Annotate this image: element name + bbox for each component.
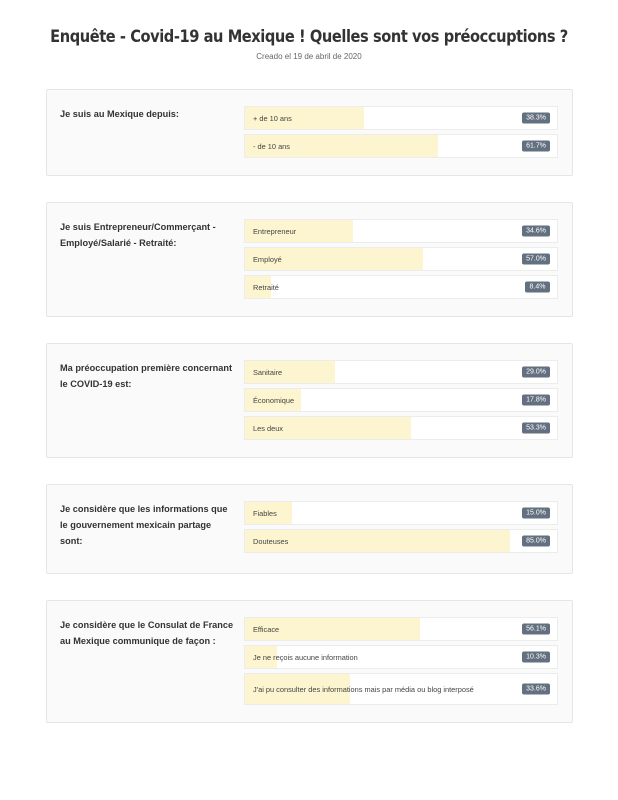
answer-label: J'ai pu consulter des informations mais par média ou blog interposé [253, 684, 474, 694]
answer-label: Économique [253, 395, 295, 405]
percent-badge: 38.3% [522, 113, 550, 124]
percent-badge: 56.1% [522, 624, 550, 635]
answer-row [244, 617, 558, 641]
created-date: Creado el 19 de abril de 2020 [256, 52, 362, 61]
percent-badge: 8.4% [525, 282, 550, 293]
percent-badge: 29.0% [522, 367, 550, 378]
percent-badge: 10.3% [522, 652, 550, 663]
answer-label: Sanitaire [253, 367, 283, 377]
question-card-1 [46, 89, 573, 176]
answers-list [244, 501, 558, 557]
question-text: Ma préoccupation première concernant le COVID-19 est: [60, 363, 233, 389]
answer-row [244, 501, 558, 525]
question-text: Je suis Entrepreneur/Commerçant -Employé/Salarié - Retraité: [60, 222, 216, 248]
question-card-3 [46, 343, 573, 458]
answer-row [244, 360, 558, 384]
answer-row [244, 416, 558, 440]
answer-label: Employé [253, 254, 282, 264]
answer-row [244, 529, 558, 553]
answers-list [244, 360, 558, 444]
question-card-5 [46, 600, 573, 723]
answer-label: - de 10 ans [253, 141, 290, 151]
percent-badge: 61.7% [522, 141, 550, 152]
answer-label: + de 10 ans [253, 113, 292, 123]
answer-row [244, 134, 558, 158]
answers-list [244, 617, 558, 709]
question-text: Je considère que le Consulat de France au Mexique communique de façon : [60, 620, 234, 646]
question-card-2 [46, 202, 573, 317]
answer-row [244, 275, 558, 299]
percent-badge: 15.0% [522, 508, 550, 519]
percent-badge: 57.0% [522, 254, 550, 265]
answer-row [244, 106, 558, 130]
answer-label: Retraité [253, 282, 279, 292]
answer-label: Douteuses [253, 536, 289, 546]
question-card-4 [46, 484, 573, 574]
question-text: Je suis au Mexique depuis: [60, 109, 179, 119]
answer-label: Je ne reçois aucune information [253, 652, 358, 662]
answer-row [244, 673, 558, 705]
percent-badge: 85.0% [522, 536, 550, 547]
percent-badge: 34.6% [522, 226, 550, 237]
answer-row [244, 388, 558, 412]
percent-badge: 33.6% [522, 684, 550, 695]
answer-label: Fiables [253, 508, 277, 518]
answer-row [244, 247, 558, 271]
answer-label: Efficace [253, 624, 280, 634]
answers-list [244, 219, 558, 303]
percent-badge: 53.3% [522, 423, 550, 434]
page-title: Enquête - Covid-19 au Mexique ! Quelles sont vos préoccuptions ? [50, 27, 568, 47]
percent-badge: 17.8% [522, 395, 550, 406]
answer-row [244, 219, 558, 243]
question-text: Je considère que les informations que le gouvernement mexicain partage sont: [60, 504, 228, 546]
answers-list [244, 106, 558, 162]
answer-label: Entrepreneur [253, 226, 297, 236]
answer-label: Les deux [253, 423, 283, 433]
answer-row [244, 645, 558, 669]
